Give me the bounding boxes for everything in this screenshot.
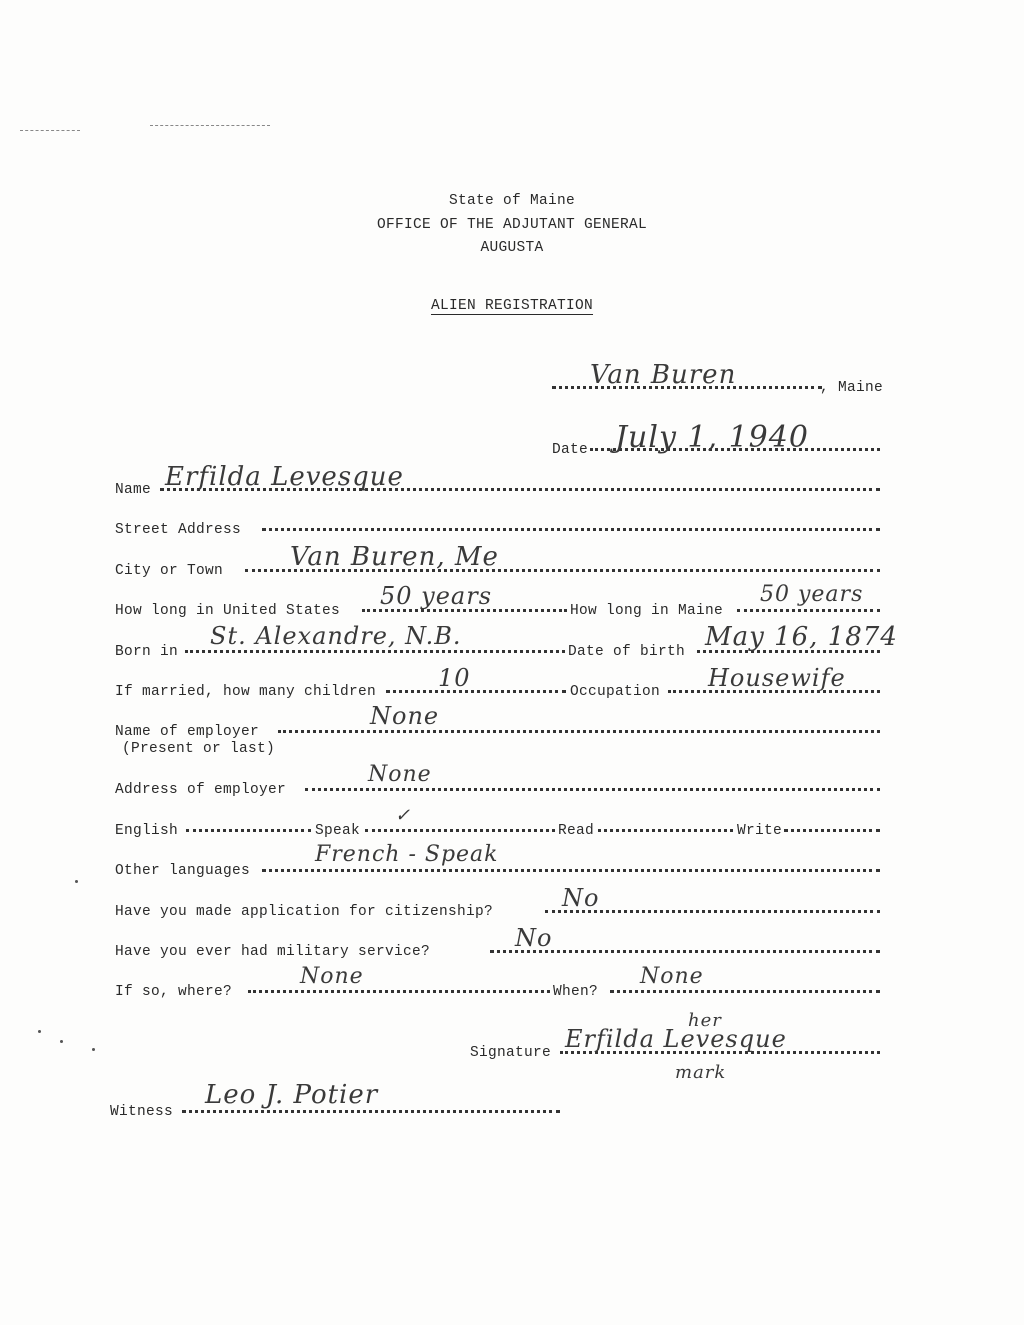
signature-label: Signature — [470, 1045, 552, 1061]
scan-speck — [92, 1048, 95, 1051]
employer-address-handwritten: None — [368, 762, 432, 787]
city-handwritten: Van Buren, Me — [290, 542, 499, 572]
children-leader — [386, 690, 566, 693]
city-label: City or Town — [115, 563, 224, 579]
witness-label: Witness — [110, 1104, 174, 1120]
scan-smudge — [20, 130, 80, 131]
military-handwritten: No — [515, 924, 553, 952]
speak-leader — [365, 829, 555, 832]
date-handwritten: July 1, 1940 — [615, 420, 809, 455]
employer-note: (Present or last) — [122, 741, 276, 757]
english-label: English — [115, 823, 179, 839]
other-languages-leader — [262, 869, 880, 872]
occupation-handwritten: Housewife — [708, 664, 846, 692]
when-label: When? — [553, 984, 599, 1000]
how-long-maine-leader — [737, 609, 880, 612]
military-label: Have you ever had military service? — [115, 944, 431, 960]
signature-her-handwritten: her — [688, 1010, 722, 1031]
how-long-us-handwritten: 50 years — [380, 582, 493, 610]
read-leader — [598, 829, 733, 832]
write-leader — [784, 829, 880, 832]
born-in-label: Born in — [115, 644, 179, 660]
where-leader — [248, 990, 550, 993]
children-label: If married, how many children — [115, 684, 377, 700]
how-long-maine-handwritten: 50 years — [760, 582, 864, 607]
employer-label: Name of employer — [115, 724, 260, 740]
office-heading: OFFICE OF THE ADJUTANT GENERAL — [376, 217, 648, 233]
place-town-handwritten: Van Buren — [590, 360, 737, 390]
when-handwritten: None — [640, 964, 704, 989]
city-heading: AUGUSTA — [480, 240, 544, 256]
witness-handwritten: Leo J. Potier — [205, 1080, 379, 1110]
place-state-suffix: , Maine — [820, 380, 884, 396]
employer-handwritten: None — [370, 702, 440, 730]
date-label: Date — [552, 442, 589, 458]
other-languages-handwritten: French - Speak — [315, 842, 499, 867]
street-leader — [262, 528, 880, 531]
citizenship-handwritten: No — [562, 884, 600, 912]
scan-speck — [60, 1040, 63, 1043]
english-leader — [186, 829, 311, 832]
scan-smudge — [150, 125, 270, 126]
speak-label: Speak — [315, 823, 361, 839]
occupation-label: Occupation — [570, 684, 661, 700]
employer-address-leader — [305, 788, 880, 791]
name-handwritten: Erfilda Levesque — [165, 462, 404, 492]
signature-mark-handwritten: mark — [675, 1062, 727, 1083]
state-heading: State of Maine — [448, 193, 576, 209]
dob-handwritten: May 16, 1874 — [705, 622, 898, 652]
scan-speck — [38, 1030, 41, 1033]
write-label: Write — [737, 823, 783, 839]
citizenship-label: Have you made application for citizenship? — [115, 904, 494, 920]
speak-handwritten: ✓ — [395, 805, 412, 826]
how-long-maine-label: How long in Maine — [570, 603, 724, 619]
how-long-us-label: How long in United States — [115, 603, 341, 619]
signature-handwritten: Erfilda Levesque — [565, 1025, 787, 1053]
where-label: If so, where? — [115, 984, 233, 1000]
witness-leader — [182, 1110, 560, 1113]
other-languages-label: Other languages — [115, 863, 251, 879]
scan-speck — [75, 880, 78, 883]
born-in-leader — [185, 650, 565, 653]
form-title: ALIEN REGISTRATION — [430, 298, 594, 314]
born-in-handwritten: St. Alexandre, N.B. — [210, 622, 462, 650]
dob-label: Date of birth — [568, 644, 686, 660]
name-label: Name — [115, 482, 152, 498]
children-handwritten: 10 — [438, 664, 471, 692]
where-handwritten: None — [300, 964, 364, 989]
when-leader — [610, 990, 880, 993]
employer-leader — [278, 730, 880, 733]
street-label: Street Address — [115, 522, 242, 538]
read-label: Read — [558, 823, 595, 839]
employer-address-label: Address of employer — [115, 782, 287, 798]
